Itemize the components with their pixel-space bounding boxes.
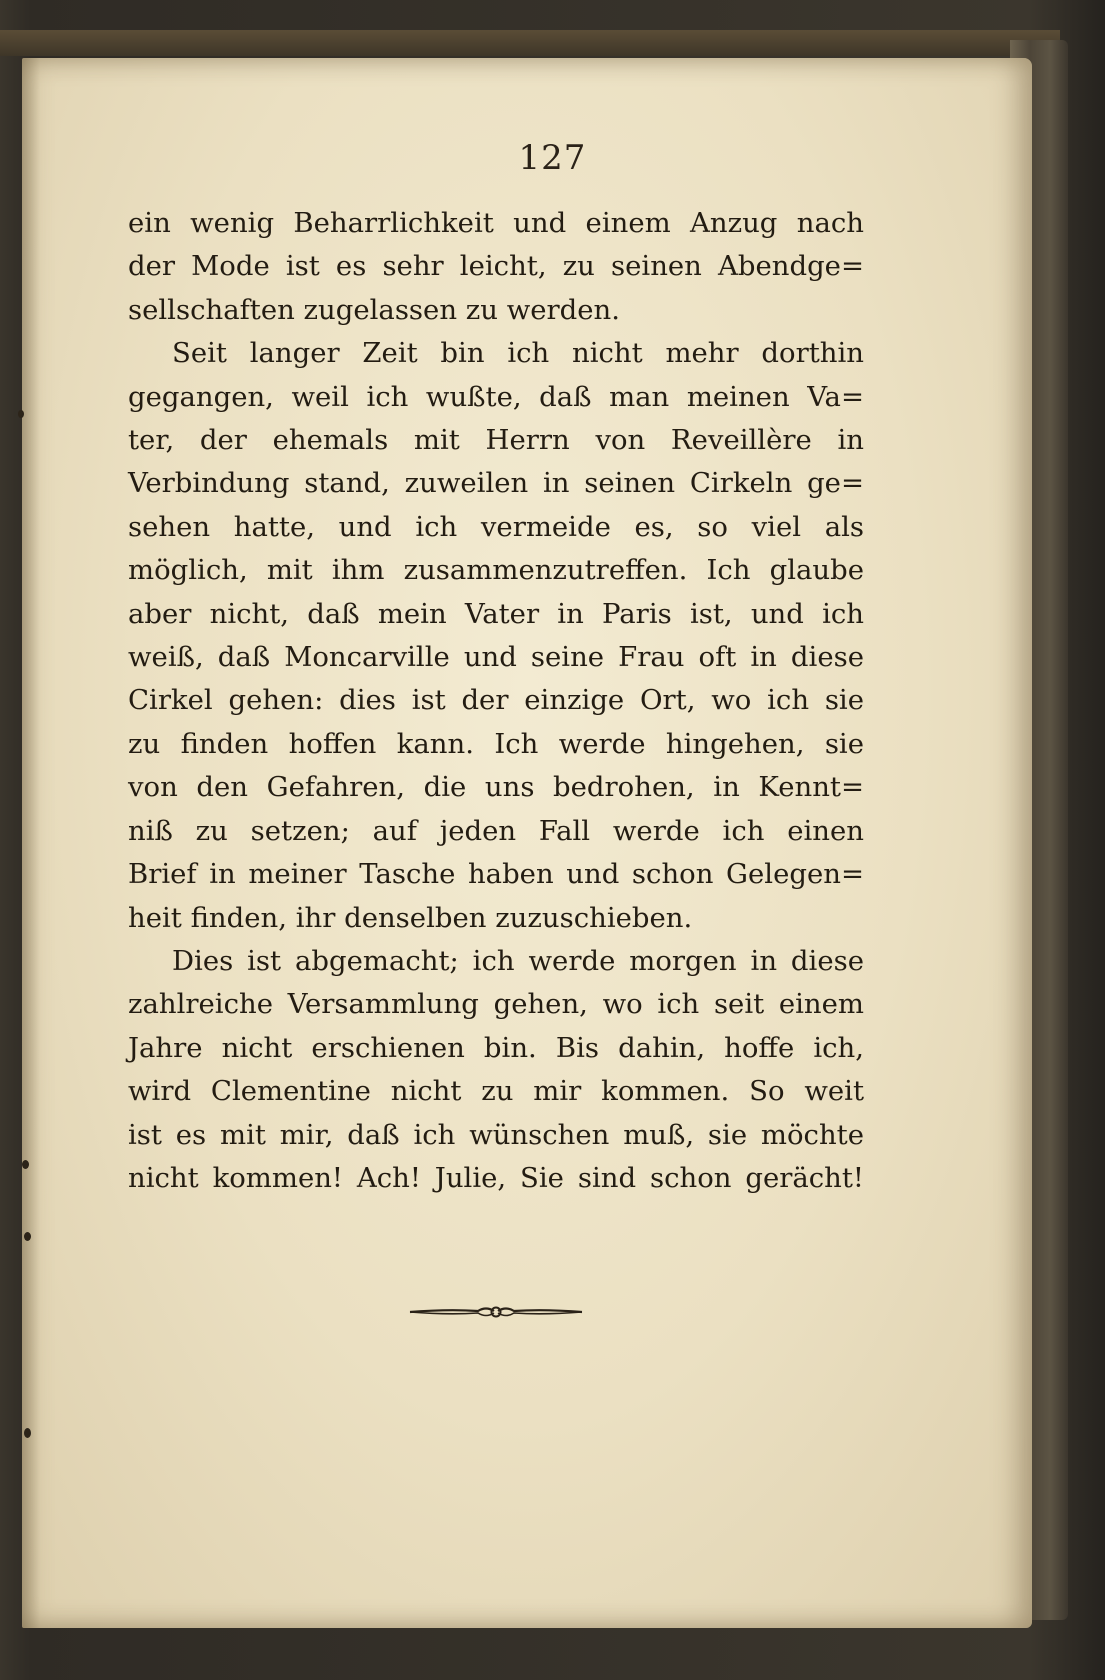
gutter-shadow bbox=[22, 58, 40, 1628]
text-line: möglich, mit ihm zusammenzutreffen. Ich glaube bbox=[128, 554, 864, 587]
tailpiece-divider-icon bbox=[408, 1300, 584, 1324]
text-line: gegangen, weil ich wußte, daß man meinen Va= bbox=[128, 380, 864, 413]
paragraph bbox=[128, 332, 864, 940]
text-line: niß zu setzen; auf jeden Fall werde ich einen bbox=[128, 814, 864, 847]
ink-speck bbox=[24, 1232, 31, 1241]
text-line: Seit langer Zeit bin ich nicht mehr dorthin bbox=[172, 337, 864, 370]
paragraph bbox=[128, 940, 864, 1200]
text-line: sellschaften zugelassen zu werden. bbox=[128, 293, 621, 326]
text-line: ein wenig Beharrlichkeit und einem Anzug nach bbox=[128, 207, 864, 239]
text-line: ist es mit mir, daß ich wünschen muß, sie möchte bbox=[128, 1118, 864, 1151]
paragraph bbox=[128, 202, 864, 332]
book-top-edge bbox=[0, 30, 1060, 56]
text-line: Brief in meiner Tasche haben und schon Gelegen= bbox=[128, 858, 864, 891]
text-line: Cirkel gehen: dies ist der einzige Ort, wo ich sie bbox=[128, 684, 864, 717]
text-line: Dies ist abgemacht; ich werde morgen in diese bbox=[172, 944, 864, 977]
page-number: 127 bbox=[518, 138, 587, 178]
text-line: heit finden, ihr denselben zuzuschieben. bbox=[128, 901, 693, 934]
text-line: zahlreiche Versammlung gehen, wo ich seit einem bbox=[128, 988, 864, 1021]
text-line: Jahre nicht erschienen bin. Bis dahin, hoffe ich, bbox=[128, 1031, 864, 1064]
ink-speck bbox=[24, 1428, 31, 1438]
text-line: von den Gefahren, die uns bedrohen, in Kennt= bbox=[128, 771, 864, 804]
ink-speck bbox=[22, 1160, 29, 1169]
body-text bbox=[128, 202, 864, 1200]
text-line: nicht kommen! Ach! Julie, Sie sind schon gerächt! bbox=[128, 1161, 864, 1194]
text-line: Verbindung stand, zuweilen in seinen Cirkeln ge= bbox=[128, 467, 864, 500]
text-line: sehen hatte, und ich vermeide es, so viel als bbox=[128, 510, 864, 543]
ink-speck bbox=[18, 410, 24, 418]
text-line: zu finden hoffen kann. Ich werde hingehen, sie bbox=[128, 727, 864, 760]
text-line: der Mode ist es sehr leicht, zu seinen Abendge= bbox=[128, 250, 864, 283]
text-line: aber nicht, daß mein Vater in Paris ist, und ich bbox=[128, 597, 864, 630]
text-line: ter, der ehemals mit Herrn von Reveillère in bbox=[128, 424, 864, 457]
text-line: weiß, daß Moncarville und seine Frau oft in diese bbox=[128, 641, 864, 674]
text-line: wird Clementine nicht zu mir kommen. So weit bbox=[128, 1075, 864, 1108]
